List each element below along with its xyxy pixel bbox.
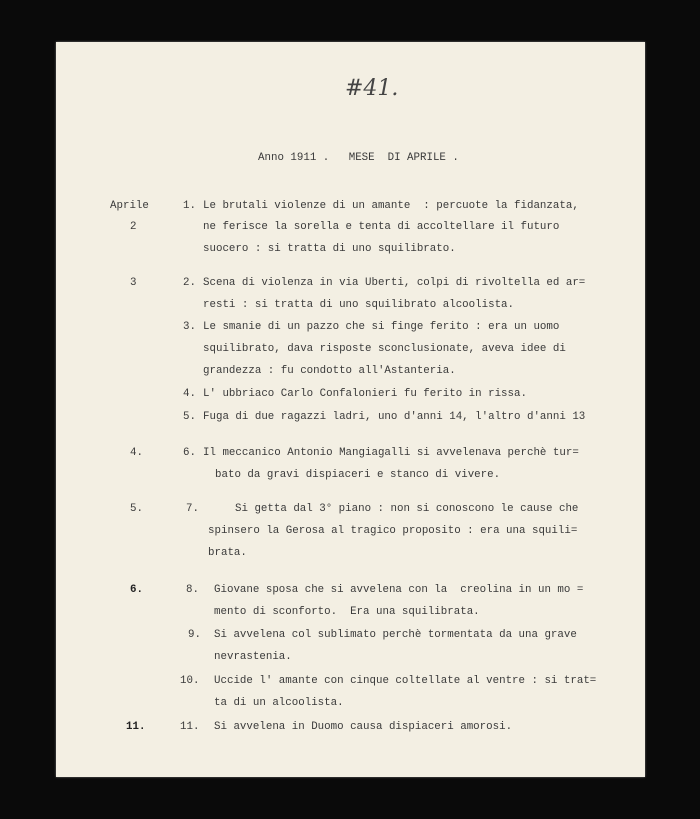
entry-line: Giovane sposa che si avvelena con la creolina in un mo = (214, 584, 584, 596)
entry-number: 4. (183, 388, 196, 400)
entry-line: suocero : si tratta di uno squilibrato. (203, 243, 456, 255)
entry-line: Il meccanico Antonio Mangiagalli si avvelenava perchè tur= (203, 447, 579, 459)
entry-number: 7. (186, 503, 199, 515)
entry-line: grandezza : fu condotto all'Astanteria. (203, 365, 456, 377)
entry-line: Si getta dal 3° piano : non si conoscono le cause che (235, 503, 579, 515)
entry-line: resti : si tratta di uno squilibrato alcoolista. (203, 299, 515, 311)
entry-line: Fuga di due ragazzi ladri, uno d'anni 14, l'altro d'anni 13 (203, 411, 586, 423)
entry-number: 5. (183, 411, 196, 423)
entry-number: 9. (188, 629, 201, 641)
entry-line: Uccide l' amante con cinque coltellate al ventre : si trat= (214, 675, 597, 687)
entry-date: 11. (126, 721, 146, 733)
entry-number: 2. (183, 277, 196, 289)
entry-line: Le smanie di un pazzo che si finge ferito : era un uomo (203, 321, 560, 333)
entry-number: 11. (180, 721, 200, 733)
entry-line: spinsero la Gerosa al tragico proposito : era una squili= (208, 525, 578, 537)
entry-line: Si avvelena col sublimato perchè tormentata da una grave (214, 629, 577, 641)
page-number-handwritten: #41. (345, 76, 399, 101)
entry-date: 2 (130, 221, 137, 233)
entry-date: 6. (130, 584, 143, 596)
entry-date: 5. (130, 503, 143, 515)
entry-line: Le brutali violenze di un amante : percuote la fidanzata, (203, 200, 579, 212)
entry-line: Scena di violenza in via Uberti, colpi di rivoltella ed ar= (203, 277, 586, 289)
entry-line: ne ferisce la sorella e tenta di accoltellare il futuro (203, 221, 560, 233)
entry-line: nevrastenia. (214, 651, 292, 663)
entry-date: 4. (130, 447, 143, 459)
entry-line: bato da gravi dispiaceri e stanco di vivere. (215, 469, 501, 481)
entry-line: brata. (208, 547, 247, 559)
entry-date: 3 (130, 277, 137, 289)
entry-number: 1. (183, 200, 196, 212)
entry-line: ta di un alcoolista. (214, 697, 344, 709)
document-heading: Anno 1911 . MESE DI APRILE . (258, 152, 459, 164)
entry-number: 3. (183, 321, 196, 333)
entry-line: squilibrato, dava risposte sconclusionate, aveva idee di (203, 343, 566, 355)
month-label: Aprile (110, 200, 149, 212)
entry-line: L' ubbriaco Carlo Confalonieri fu ferito in rissa. (203, 388, 527, 400)
entry-line: Si avvelena in Duomo causa dispiaceri amorosi. (214, 721, 513, 733)
entry-line: mento di sconforto. Era una squilibrata. (214, 606, 480, 618)
entry-number: 6. (183, 447, 196, 459)
entry-number: 10. (180, 675, 200, 687)
entry-number: 8. (186, 584, 199, 596)
